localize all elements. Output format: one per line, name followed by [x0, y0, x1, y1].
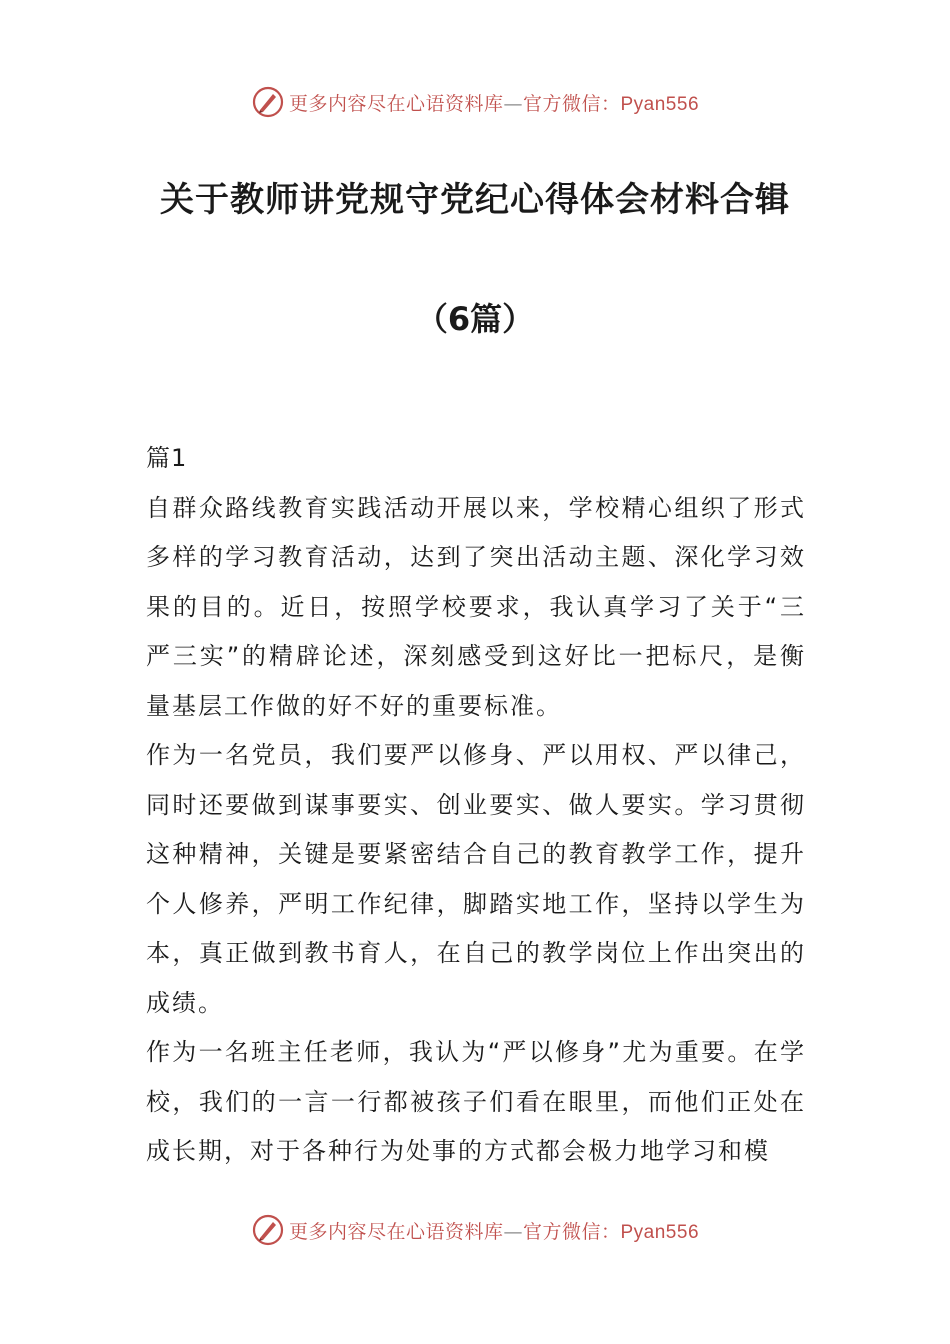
- watermark-brand: 更多内容尽在心语资料库: [288, 1220, 504, 1243]
- pen-logo-icon: [251, 85, 285, 119]
- watermark-brand: 更多内容尽在心语资料库: [288, 92, 504, 115]
- watermark-account-id: Pyan556: [620, 1221, 700, 1243]
- watermark-separator: —: [503, 1220, 523, 1243]
- watermark-text: [289, 89, 699, 116]
- footer-watermark: [0, 1210, 950, 1250]
- paragraph: 作为一名党员，我们要严以修身、严以用权、严以律己，同时还要做到谋事要实、创业要实、做人要实。学习贯彻这种精神，关键是要紧密结合自己的教育教学工作，提升个人修养，严明工作纪律，脚踏实地工作，坚持以学生为本，真正做到教书育人，在自己的教学岗位上作出突出的成绩。: [146, 741, 806, 1017]
- watermark-account-label: 官方微信：: [522, 92, 621, 115]
- watermark-account-id: Pyan556: [620, 93, 700, 115]
- section-label: 篇1: [146, 444, 188, 472]
- watermark-account-label: 官方微信：: [522, 1220, 621, 1243]
- header-watermark: [0, 82, 950, 122]
- watermark-separator: —: [503, 92, 523, 115]
- document-title: 关于教师讲党规守党纪心得体会材料合辑: [160, 180, 790, 220]
- paragraph: 自群众路线教育实践活动开展以来，学校精心组织了形式多样的学习教育活动，达到了突出活动主题、深化学习效果的目的。近日，按照学校要求，我认真学习了关于“三严三实”的精辟论述，深刻感受到这好比一把标尺，是衡量基层工作做的好不好的重要标准。: [146, 493, 806, 720]
- watermark-text: [289, 1217, 699, 1244]
- document-body: [146, 434, 806, 1177]
- document-subtitle: （6篇）: [415, 300, 535, 338]
- paragraph: 作为一名班主任老师，我认为“严以修身”尤为重要。在学校，我们的一言一行都被孩子们看在眼里，而他们正处在成长期，对于各种行为处事的方式都会极力地学习和模: [146, 1038, 806, 1165]
- pen-logo-icon: [251, 1213, 285, 1247]
